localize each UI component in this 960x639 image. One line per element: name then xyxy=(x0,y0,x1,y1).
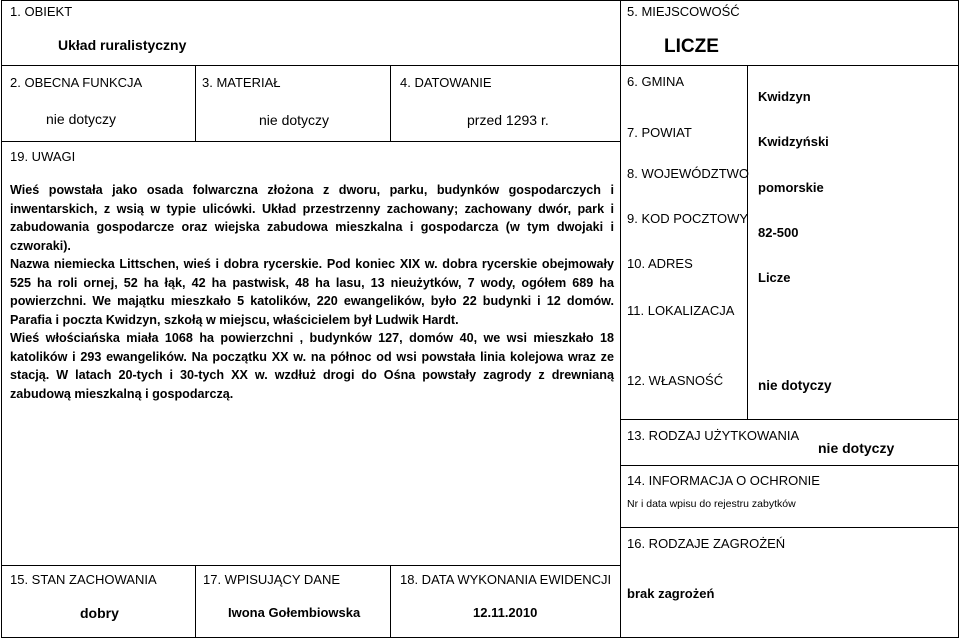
wlasnosc-label: 12. WŁASNOŚĆ xyxy=(627,373,724,388)
cell-admin-values xyxy=(747,65,959,420)
uwagi-label: 19. UWAGI xyxy=(10,149,76,164)
uwagi-text xyxy=(10,181,614,403)
rodzaj-uzytkowania-value: nie dotyczy xyxy=(818,440,895,456)
wpisujacy-value: Iwona Gołembiowska xyxy=(228,605,361,620)
zagrozenia-label: 16. RODZAJE ZAGROŻEŃ xyxy=(627,536,786,551)
zagrozenia-value: brak zagrożeń xyxy=(627,586,715,601)
wlasnosc-value: nie dotyczy xyxy=(758,378,832,393)
miejscowosc-label: 5. MIEJSCOWOŚĆ xyxy=(627,4,740,19)
data-ewidencji-label: 18. DATA WYKONANIA EWIDENCJI xyxy=(400,572,612,587)
wojewodztwo-value: pomorskie xyxy=(758,180,824,195)
adres-value: Licze xyxy=(758,270,791,285)
lokalizacja-label: 11. LOKALIZACJA xyxy=(627,303,735,318)
powiat-label: 7. POWIAT xyxy=(627,125,692,140)
material-value: nie dotyczy xyxy=(259,112,330,128)
powiat-value: Kwidzyński xyxy=(758,134,829,149)
gmina-value: Kwidzyn xyxy=(758,89,811,104)
stan-value: dobry xyxy=(80,605,119,621)
ochrona-label: 14. INFORMACJA O OCHRONIE xyxy=(627,473,820,488)
obiekt-value: Układ ruralistyczny xyxy=(58,37,187,53)
cell-admin-labels xyxy=(620,65,748,420)
wojewodztwo-label: 8. WOJEWÓDZTWO xyxy=(627,166,750,181)
miejscowosc-value: LICZE xyxy=(664,36,719,57)
funkcja-value: nie dotyczy xyxy=(46,111,117,127)
kod-label: 9. KOD POCZTOWY xyxy=(627,211,749,226)
wpisujacy-label: 17. WPISUJĄCY DANE xyxy=(203,572,341,587)
datowanie-label: 4. DATOWANIE xyxy=(400,75,492,90)
datowanie-value: przed 1293 r. xyxy=(467,112,549,128)
material-label: 3. MATERIAŁ xyxy=(202,75,281,90)
cell-obiekt xyxy=(1,0,621,66)
stan-label: 15. STAN ZACHOWANIA xyxy=(10,572,157,587)
ochrona-sub: Nr i data wpisu do rejestru zabytków xyxy=(627,498,796,510)
rodzaj-uzytkowania-label: 13. RODZAJ UŻYTKOWANIA xyxy=(627,428,800,443)
uwagi-paragraph-3: Wieś włościańska miała 1068 ha powierzchni , budynków 127, domów 40, we wsi mieszkało 18 katolików i 293 ewangelików. Na początku XX w. na północ od wsi powstała linia kolejowa wraz ze stacją. W latach 20-tych i 30-tych XX w. wzdłuż drogi do Ośna powstały zagrody z drewnianą zabudową mieszkalną i gospodarczą. xyxy=(10,331,614,401)
adres-label: 10. ADRES xyxy=(627,256,693,271)
funkcja-label: 2. OBECNA FUNKCJA xyxy=(10,75,143,90)
uwagi-paragraph-1: Wieś powstała jako osada folwarczna złożona z dworu, parku, budynków gospodarczych i inwentarskich, z wsią w typie ulicówki. Układ przestrzenny zachowany; zachowany dwór, park i zabudowania gospodarcze oraz wiejska zabudowa mieszkalna i gospodarcza (w tym dwojaki i czworaki). xyxy=(10,183,614,253)
uwagi-paragraph-2: Nazwa niemiecka Littschen, wieś i dobra rycerskie. Pod koniec XIX w. dobra rycerskie obejmowały 525 ha roli ornej, 52 ha łąk, 42 ha pastwisk, 48 ha lasu, 13 nieużytków, 7 wody, ogółem 689 ha powierzchni. We majątku mieszkało 5 katolików, 220 ewangelików, było 22 budynki i 12 domów. Parafia i poczta Kwidzyn, szkołą w miejscu, właścicielem był Ludwik Hardt. xyxy=(10,257,614,327)
data-ewidencji-value: 12.11.2010 xyxy=(473,605,538,620)
gmina-label: 6. GMINA xyxy=(627,74,685,89)
obiekt-label: 1. OBIEKT xyxy=(10,4,73,19)
kod-value: 82-500 xyxy=(758,225,799,240)
